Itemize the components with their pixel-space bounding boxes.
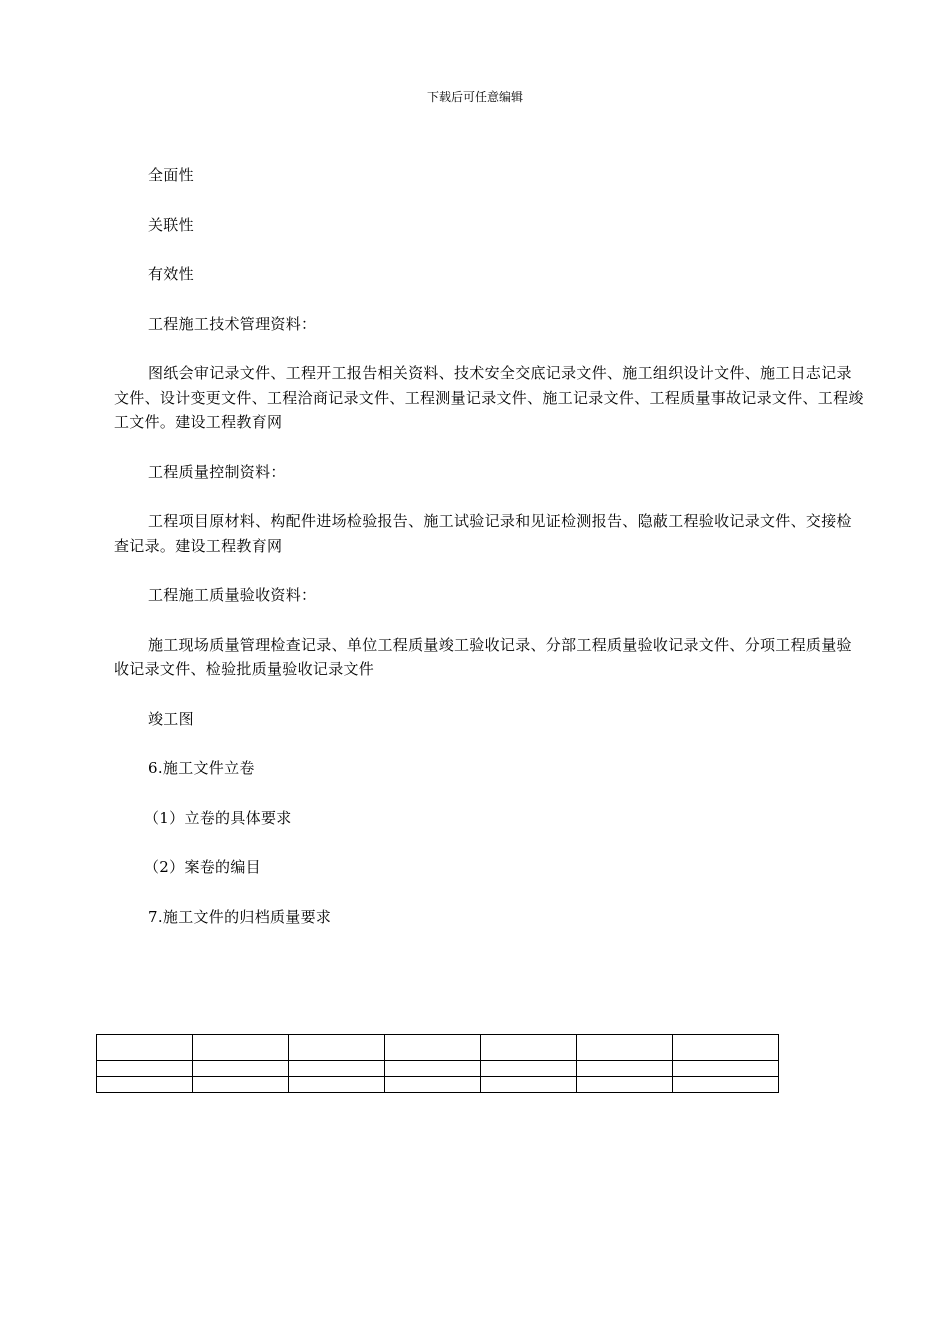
empty-table: [96, 1034, 779, 1093]
paragraph-validity: 有效性: [148, 265, 194, 283]
table-cell: [385, 1077, 481, 1093]
table-cell: [193, 1035, 289, 1061]
table-cell: [481, 1035, 577, 1061]
item-6-2: （2）案卷的编目: [144, 858, 261, 876]
table-row: [97, 1035, 779, 1061]
table-cell: [577, 1035, 673, 1061]
paragraph-quality-control-list: 工程项目原材料、构配件进场检验报告、施工试验记录和见证检测报告、隐蔽工程验收记录文件、交接检查记录。建设工程教育网: [114, 512, 852, 555]
document-body: [114, 163, 864, 954]
table-cell: [97, 1077, 193, 1093]
table-cell: [481, 1077, 577, 1093]
table-cell: [577, 1077, 673, 1093]
table-cell: [673, 1077, 779, 1093]
table-cell: [289, 1035, 385, 1061]
table-cell: [289, 1077, 385, 1093]
table-cell: [673, 1035, 779, 1061]
paragraph-comprehensiveness: 全面性: [148, 166, 194, 184]
table-row: [97, 1077, 779, 1093]
table-cell: [673, 1061, 779, 1077]
table-cell: [385, 1061, 481, 1077]
item-6-1: （1）立卷的具体要求: [144, 808, 292, 827]
paragraph-as-built-drawings: 竣工图: [148, 709, 194, 728]
heading-quality-acceptance: 工程施工质量验收资料：: [148, 586, 317, 604]
heading-section-6: 6.施工文件立卷: [148, 759, 255, 777]
paragraph-relevance: 关联性: [148, 215, 194, 234]
heading-technical-management: 工程施工技术管理资料：: [148, 314, 317, 333]
table-cell: [481, 1061, 577, 1077]
table-cell: [193, 1077, 289, 1093]
table-cell: [385, 1035, 481, 1061]
table-cell: [97, 1035, 193, 1061]
table-cell: [289, 1061, 385, 1077]
table-cell: [97, 1061, 193, 1077]
heading-quality-control: 工程质量控制资料：: [148, 462, 286, 481]
paragraph-quality-acceptance-list: 施工现场质量管理检查记录、单位工程质量竣工验收记录、分部工程质量验收记录文件、分项工程质量验收记录文件、检验批质量验收记录文件: [114, 635, 852, 678]
paragraph-technical-management-list: 图纸会审记录文件、工程开工报告相关资料、技术安全交底记录文件、施工组织设计文件、施工日志记录文件、设计变更文件、工程洽商记录文件、工程测量记录文件、施工记录文件、工程质量事故记录文件、工程竣工文件。建设工程教育网: [114, 364, 864, 431]
heading-section-7: 7.施工文件的归档质量要求: [148, 907, 332, 926]
table-cell: [193, 1061, 289, 1077]
page-header: 下载后可任意编辑: [426, 90, 523, 104]
table-row: [97, 1061, 779, 1077]
table-cell: [577, 1061, 673, 1077]
